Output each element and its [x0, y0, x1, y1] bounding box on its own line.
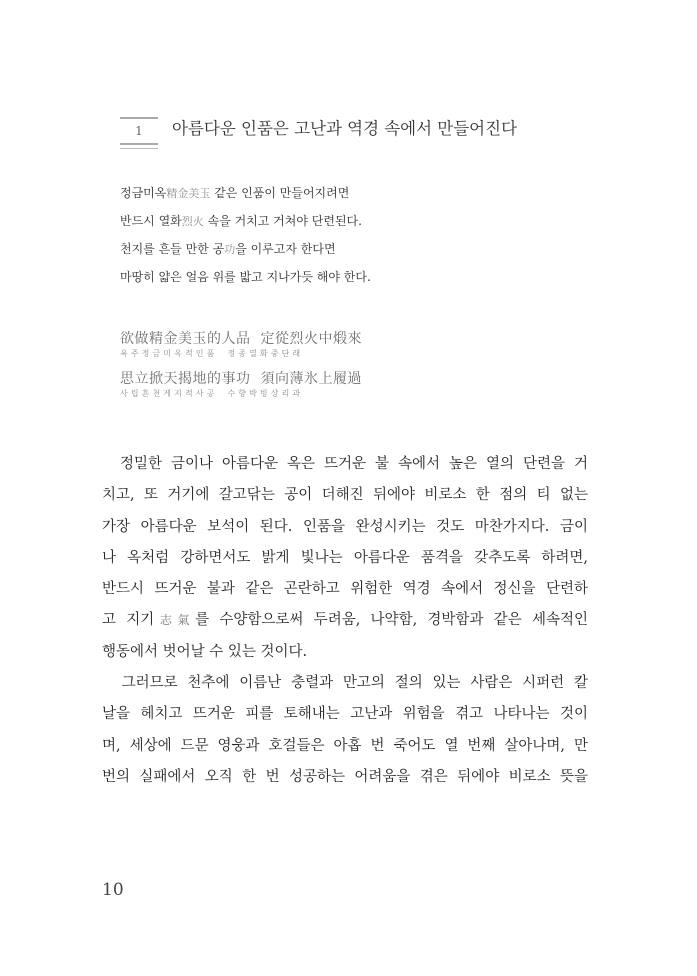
body-line: 정밀한 금이나 아름다운 옥은 뜨거운 불 속에서 높은 열의 단련을 거	[102, 456, 588, 472]
poem-translation	[120, 184, 590, 296]
classical-verse	[120, 330, 590, 359]
classical-chinese-original	[120, 330, 590, 410]
body-line: 날을 헤치고 뜨거운 피를 토해내는 고난과 위험을 겪고 나타나는 것이	[102, 706, 588, 723]
body-line: 번의 실패에서 오직 한 번 성공하는 어려움을 겪은 뒤에야 비로소 뜻을	[102, 768, 588, 785]
verse-reading: 욕주정금미옥적인품 정종열화중단래	[120, 349, 304, 358]
chapter-heading	[120, 117, 580, 149]
chapter-title: 아름다운 인품은 고난과 역경 속에서 만들어진다	[172, 119, 518, 138]
body-line: 치고, 또 거기에 갈고닦는 공이 더해진 뒤에야 비로소 한 점의 티 없는	[102, 487, 588, 504]
chapter-number: 1	[120, 117, 158, 145]
verse-reading: 사립흔천게지적사공 수향박빙상리과	[120, 389, 304, 398]
poem-line: 마땅히 얇은 얼음 위를 밟고 지나가듯 해야 한다.	[120, 270, 371, 284]
classical-verse	[120, 370, 590, 399]
hanja-annotation: 志氣	[154, 613, 196, 628]
hanja-annotation: 功	[224, 243, 236, 256]
hanja-annotation: 精金美玉	[166, 187, 211, 200]
hanja-annotation: 烈火	[181, 215, 204, 228]
body-line: 나 옥처럼 강하면서도 밝게 빛나는 아름다운 품격을 갖추도록 하려면,	[102, 549, 588, 566]
body-line: 고 지기志氣를 수양함으로써 두려움, 나약함, 경박함과 같은 세속적인	[102, 612, 588, 629]
verse-hanja: 欲做精金美玉的人品 定從烈火中煅來	[120, 331, 362, 347]
body-line: 행동에서 벗어날 수 있는 것이다.	[102, 643, 308, 660]
body-line: 반드시 뜨거운 불과 같은 곤란하고 위험한 역경 속에서 정신을 단련하	[102, 581, 588, 598]
poem-line: 정금미옥精金美玉 같은 인품이 만들어지려면	[120, 186, 350, 200]
verse-hanja: 思立掀天揭地的事功 須向薄氷上履過	[120, 371, 362, 387]
body-line: 가장 아름다운 보석이 된다. 인품을 완성시키는 것도 마찬가지다. 금이	[102, 518, 588, 535]
page-number: 10	[102, 880, 124, 900]
body-commentary	[102, 452, 588, 796]
body-line: 그러므로 천추에 이름난 충렬과 만고의 절의 있는 사람은 시퍼런 칼	[102, 675, 588, 692]
body-line: 며, 세상에 드문 영웅과 호걸들은 아홉 번 죽어도 열 번째 살아나며, 만	[102, 737, 588, 754]
poem-line: 반드시 열화烈火 속을 거치고 거쳐야 단련된다.	[120, 214, 362, 228]
poem-line: 천지를 흔들 만한 공功을 이루고자 한다면	[120, 242, 336, 256]
